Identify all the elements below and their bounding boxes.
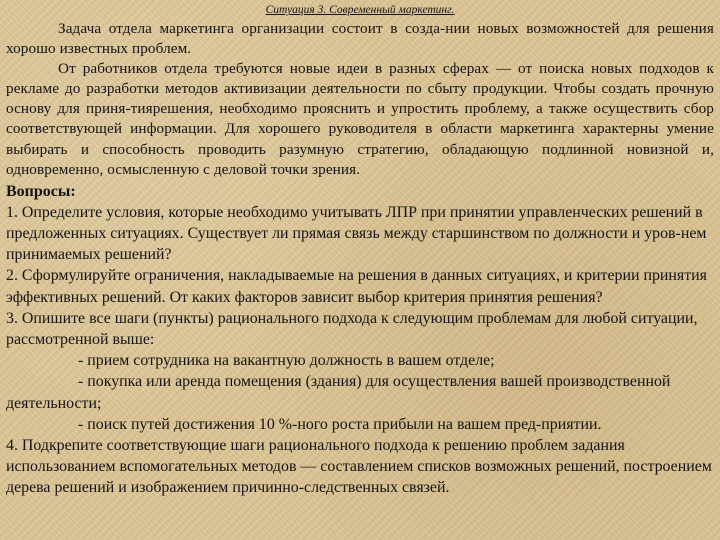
question-3-item-3: - поиск путей достижения 10 %-ного роста прибыли на вашем пред-приятии. — [78, 415, 602, 433]
question-1: 1. Определите условия, которые необходимо учитывать ЛПР при принятии управленческих решений в предложенных ситуациях. Существует ли прямая связь между старшинством по должности и уров-нем принимаемых решений? — [6, 203, 707, 264]
case-title: Ситуация 3. Современный маркетинг. — [265, 4, 455, 16]
questions-heading: Вопросы: — [6, 182, 76, 200]
case-paragraph-1: Задача отдела маркетинга организации состоит в созда-нии новых возможностей для решения хорошо известных проблем. — [6, 20, 714, 58]
questions-list — [6, 202, 714, 499]
case-text — [6, 19, 714, 180]
case-paragraph-2: От работников отдела требуются новые идеи в разных сферах — от поиска новых подходов к рекламе до разработки методов активизации деятельности по сбыту продукции. Чтобы создать прочную основу для приня-тиярешения, необходимо прояснить и упростить проблему, а также осуществить сбор соответствующей информации. Для хорошего руководителя в области маркетинга характерны умение выбирать и способность проводить разумную стратегию, обладающую подлинной новизной и, одновременно, осмысленную с деловой точки зрения. — [6, 60, 714, 178]
question-3: 3. Опишите все шаги (пункты) рационального подхода к следующим проблемам для любой ситуации, рассмотренной выше: — [6, 309, 698, 348]
question-2: 2. Сформулируйте ограничения, накладываемые на решения в данных ситуациях, и критерии принятия эффективных решений. От каких факторов зависит выбор критерия принятия решения? — [6, 267, 707, 306]
question-4: 4. Подкрепите соответствующие шаги рационального подхода к решению проблем задания использованием вспомогательных методов — составлением списков возможных решений, построением дерева решений и изображением причинно-следственных связей. — [6, 436, 712, 497]
question-3-item-2: - покупка или аренда помещения (здания) для осуществления вашей производственной деятельности; — [6, 373, 671, 412]
question-3-item-1: - прием сотрудника на вакантную должность в вашем отделе; — [78, 352, 495, 370]
